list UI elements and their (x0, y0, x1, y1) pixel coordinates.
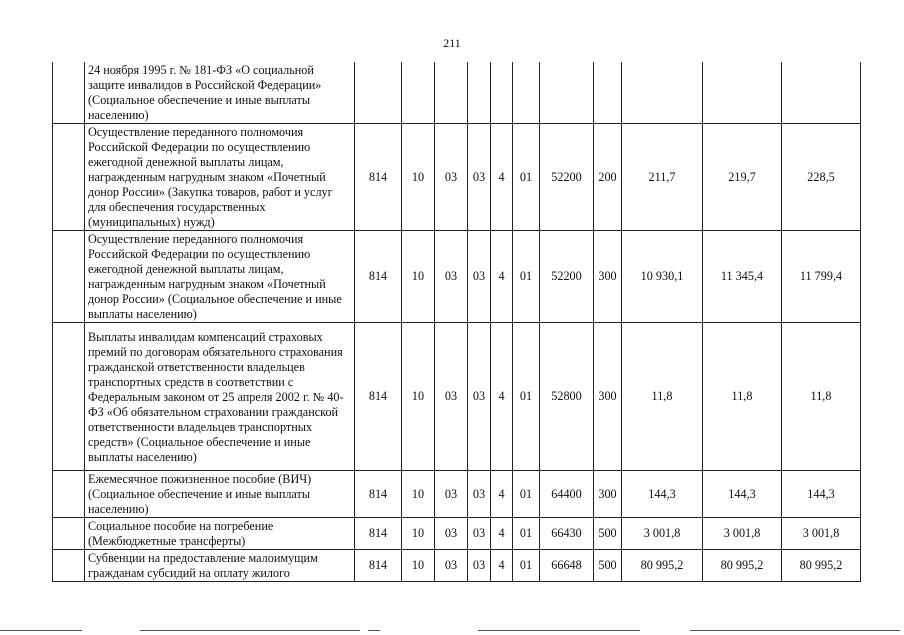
row-number-cell (53, 62, 85, 124)
subprogram-code: 4 (491, 231, 513, 323)
table-row (53, 231, 861, 323)
program-code: 03 (468, 124, 491, 231)
subsection-code: 03 (435, 323, 468, 471)
section-code: 10 (402, 550, 435, 582)
section-code: 10 (402, 323, 435, 471)
section-code: 10 (402, 124, 435, 231)
subsection-code: 03 (435, 471, 468, 518)
direction-code: 52200 (540, 124, 594, 231)
bottom-rule (478, 630, 640, 631)
program-code: 03 (468, 518, 491, 550)
direction-code: 66648 (540, 550, 594, 582)
amount-year1: 11,8 (622, 323, 703, 471)
description-cell: Субвенции на предоставление малоимущим гражданам субсидий на оплату жилого (85, 550, 355, 582)
direction-code: 64400 (540, 471, 594, 518)
program-code: 03 (468, 323, 491, 471)
program-code: 03 (468, 550, 491, 582)
table-row (53, 518, 861, 550)
expense-type-code: 300 (594, 323, 622, 471)
subprogram-code: 4 (491, 323, 513, 471)
expense-type-code: 300 (594, 471, 622, 518)
main-event-code: 01 (513, 471, 540, 518)
ministry-code: 814 (355, 124, 402, 231)
row-number-cell (53, 550, 85, 582)
amount-year1: 211,7 (622, 124, 703, 231)
subsection-code: 03 (435, 124, 468, 231)
bottom-rule (140, 630, 360, 631)
direction-code: 52200 (540, 231, 594, 323)
main-event-code: 01 (513, 323, 540, 471)
amount-year1: 10 930,1 (622, 231, 703, 323)
amount-year3: 228,5 (782, 124, 861, 231)
direction-code: 52800 (540, 323, 594, 471)
description-cell: Ежемесячное пожизненное пособие (ВИЧ) (Социальное обеспечение и иные выплаты населению) (85, 471, 355, 518)
section-code: 10 (402, 231, 435, 323)
description-cell: Осуществление переданного полномочия Российской Федерации по осуществлению ежегодной денежной выплаты лицам, награжденным нагрудным знаком «Почетный донор России» (Закупка товаров, работ и услуг для обеспечения государственных (муниципальных) нужд) (85, 124, 355, 231)
subprogram-code (491, 62, 513, 124)
bottom-rule (690, 630, 900, 631)
table-row (53, 62, 861, 124)
amount-year1: 144,3 (622, 471, 703, 518)
main-event-code: 01 (513, 518, 540, 550)
amount-year3: 3 001,8 (782, 518, 861, 550)
bottom-rule (0, 630, 82, 631)
ministry-code: 814 (355, 518, 402, 550)
amount-year3: 80 995,2 (782, 550, 861, 582)
subsection-code (435, 62, 468, 124)
table-body (53, 62, 861, 582)
subprogram-code: 4 (491, 471, 513, 518)
row-number-cell (53, 323, 85, 471)
main-event-code (513, 62, 540, 124)
main-event-code: 01 (513, 550, 540, 582)
amount-year2 (703, 62, 782, 124)
expense-type-code: 500 (594, 550, 622, 582)
amount-year1: 3 001,8 (622, 518, 703, 550)
budget-table (52, 62, 861, 582)
subsection-code: 03 (435, 518, 468, 550)
program-code (468, 62, 491, 124)
amount-year3: 11,8 (782, 323, 861, 471)
description-cell: Социальное пособие на погребение (Межбюджетные трансферты) (85, 518, 355, 550)
amount-year2: 11 345,4 (703, 231, 782, 323)
page-number: 211 (443, 36, 461, 50)
row-number-cell (53, 124, 85, 231)
table-row (53, 471, 861, 518)
program-code: 03 (468, 231, 491, 323)
direction-code (540, 62, 594, 124)
section-code: 10 (402, 471, 435, 518)
description-cell: 24 ноября 1995 г. № 181-ФЗ «О социальной защите инвалидов в Российской Федерации» (Социальное обеспечение и иные выплаты населению) (85, 62, 355, 124)
expense-type-code (594, 62, 622, 124)
amount-year3 (782, 62, 861, 124)
subprogram-code: 4 (491, 550, 513, 582)
main-event-code: 01 (513, 124, 540, 231)
subprogram-code: 4 (491, 518, 513, 550)
expense-type-code: 500 (594, 518, 622, 550)
ministry-code (355, 62, 402, 124)
bottom-rule (368, 630, 380, 631)
subsection-code: 03 (435, 231, 468, 323)
description-cell: Осуществление переданного полномочия Российской Федерации по осуществлению ежегодной денежной выплаты лицам, награжденным нагрудным знаком «Почетный донор России» (Социальное обеспечение и иные выплаты населению) (85, 231, 355, 323)
direction-code: 66430 (540, 518, 594, 550)
amount-year2: 3 001,8 (703, 518, 782, 550)
ministry-code: 814 (355, 550, 402, 582)
amount-year3: 144,3 (782, 471, 861, 518)
amount-year2: 219,7 (703, 124, 782, 231)
row-number-cell (53, 518, 85, 550)
section-code: 10 (402, 518, 435, 550)
row-number-cell (53, 231, 85, 323)
main-event-code: 01 (513, 231, 540, 323)
amount-year1: 80 995,2 (622, 550, 703, 582)
row-number-cell (53, 471, 85, 518)
ministry-code: 814 (355, 231, 402, 323)
table-row (53, 124, 861, 231)
subprogram-code: 4 (491, 124, 513, 231)
amount-year3: 11 799,4 (782, 231, 861, 323)
expense-type-code: 300 (594, 231, 622, 323)
subsection-code: 03 (435, 550, 468, 582)
table-row (53, 550, 861, 582)
amount-year2: 11,8 (703, 323, 782, 471)
amount-year1 (622, 62, 703, 124)
program-code: 03 (468, 471, 491, 518)
description-cell: Выплаты инвалидам компенсаций страховых премий по договорам обязательного страхования гражданской ответственности владельцев транспортных средств в соответствии с Федеральным законом от 25 апреля 2002 г. № 40-ФЗ «Об обязательном страховании гражданской ответственности владельцев транспортных средств» (Социальное обеспечение и иные выплаты населению) (85, 323, 355, 471)
amount-year2: 144,3 (703, 471, 782, 518)
ministry-code: 814 (355, 471, 402, 518)
section-code (402, 62, 435, 124)
table-row (53, 323, 861, 471)
ministry-code: 814 (355, 323, 402, 471)
expense-type-code: 200 (594, 124, 622, 231)
amount-year2: 80 995,2 (703, 550, 782, 582)
